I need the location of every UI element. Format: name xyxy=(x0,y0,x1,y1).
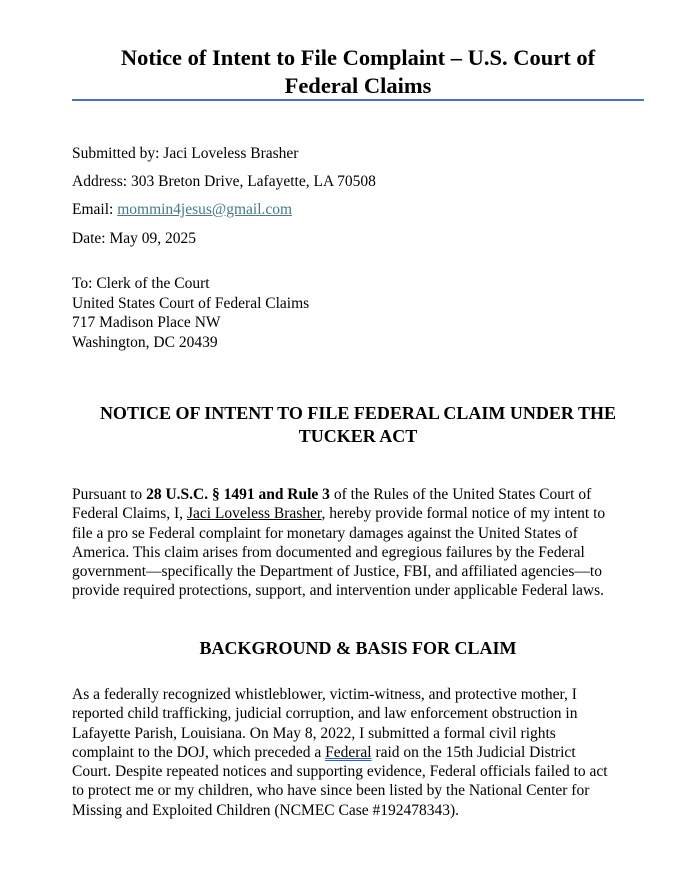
notice-heading-line-2: TUCKER ACT xyxy=(298,426,418,446)
spellcheck-flagged-word[interactable]: Federal xyxy=(325,743,372,761)
intro-line-5: government—specifically the Department of Justice, FBI, and affiliated agencies—to xyxy=(72,563,602,581)
background-line-1: As a federally recognized whistleblower, victim-witness, and protective mother, I xyxy=(72,686,577,703)
background-line-4-post: raid on the 15th Judicial District xyxy=(371,743,576,761)
intro-line-1-pre: Pursuant to xyxy=(72,486,147,503)
background-line-4 xyxy=(72,743,644,762)
date-line xyxy=(72,229,196,248)
submitted-by-value: Jaci Loveless Brasher xyxy=(163,145,299,162)
title-line-2: Federal Claims xyxy=(284,73,432,98)
submitted-by-label: Submitted by: xyxy=(72,145,164,162)
intro-line-4: America. This claim arises from documented and egregious failures by the Federal xyxy=(72,543,585,561)
background-line-5: Court. Despite repeated notices and supporting evidence, Federal officials failed to act xyxy=(72,763,608,781)
notice-heading xyxy=(72,402,644,448)
intro-line-1 xyxy=(72,485,644,504)
background-heading: BACKGROUND & BASIS FOR CLAIM xyxy=(199,638,517,658)
background-line-2: reported child trafficking, judicial corruption, and law enforcement obstruction in xyxy=(72,705,578,723)
notice-heading-line-1: NOTICE OF INTENT TO FILE FEDERAL CLAIM UNDER THE xyxy=(99,403,617,423)
email-line xyxy=(72,200,292,219)
recipient-line-3: 717 Madison Place NW xyxy=(72,314,221,331)
address-value: 303 Breton Drive, Lafayette, LA 70508 xyxy=(130,173,376,190)
title-line-1: Notice of Intent to File Complaint – U.S. Court of xyxy=(120,45,596,70)
intro-line-1-post: of the Rules of the United States Court of xyxy=(329,486,592,503)
statute-citation: 28 U.S.C. § 1491 and Rule 3 xyxy=(146,486,330,503)
email-link[interactable]: mommin4jesus@gmail.com xyxy=(117,201,293,218)
background-line-4-pre: complaint to the DOJ, which preceded a xyxy=(72,743,326,761)
recipient-line-4: Washington, DC 20439 xyxy=(72,333,218,351)
date-label: Date: xyxy=(72,230,110,247)
address-line xyxy=(72,172,376,191)
intro-paragraph xyxy=(72,485,644,601)
page-title xyxy=(72,44,644,100)
submitted-by-line xyxy=(72,144,298,163)
intro-line-2-post: , hereby provide formal notice of my intent to xyxy=(321,505,606,523)
claimant-name: Jaci Loveless Brasher xyxy=(186,505,322,523)
title-divider xyxy=(72,99,644,101)
background-line-3: Lafayette Parish, Louisiana. On May 8, 2022, I submitted a formal civil rights xyxy=(72,724,556,742)
intro-line-2 xyxy=(72,504,644,523)
email-label: Email: xyxy=(72,201,118,218)
date-value: May 09, 2025 xyxy=(109,230,196,247)
intro-line-6: provide required protections, support, and intervention under applicable Federal laws. xyxy=(72,582,605,600)
address-label: Address: xyxy=(72,173,131,190)
background-line-7: Missing and Exploited Children (NCMEC Case #192478343). xyxy=(72,801,460,819)
background-line-6: to protect me or my children, who have since been listed by the National Center for xyxy=(72,782,590,800)
intro-line-3: file a pro se Federal complaint for monetary damages against the United States of xyxy=(72,524,578,542)
background-paragraph xyxy=(72,685,644,820)
recipient-line-2: United States Court of Federal Claims xyxy=(72,294,310,312)
intro-line-2-pre: Federal Claims, I, xyxy=(72,505,187,523)
recipient-line-1: To: Clerk of the Court xyxy=(72,275,210,292)
recipient-block xyxy=(72,274,309,352)
